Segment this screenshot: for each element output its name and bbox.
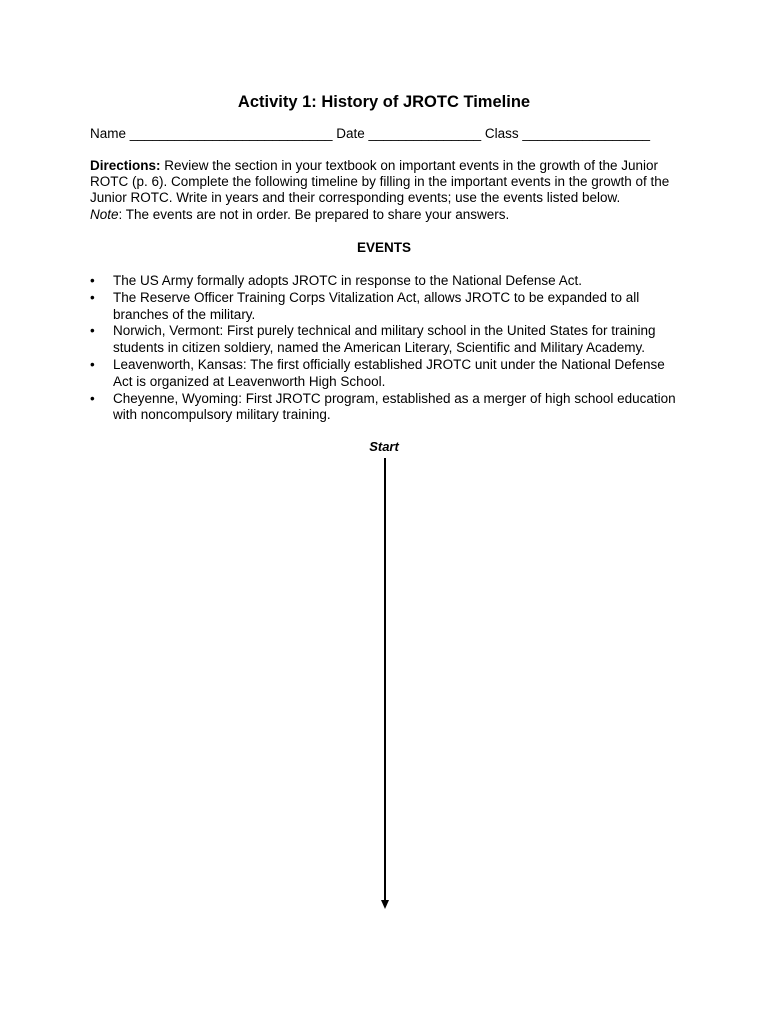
list-item xyxy=(90,290,680,324)
event-text: The Reserve Officer Training Corps Vitalization Act, allows JROTC to be expanded to all branches of the military. xyxy=(113,289,640,322)
event-text: Leavenworth, Kansas: The first officially established JROTC unit under the National Defense Act is organized at Leavenworth High School. xyxy=(113,356,665,389)
event-text: Cheyenne, Wyoming: First JROTC program, established as a merger of high school education with noncompulsory military training. xyxy=(113,390,676,423)
list-item xyxy=(90,323,680,357)
bullet-icon: • xyxy=(90,356,95,372)
directions-label: Directions: xyxy=(90,158,161,173)
bullet-icon: • xyxy=(90,289,95,305)
events-heading: EVENTS xyxy=(356,240,411,255)
event-text: The US Army formally adopts JROTC in response to the National Defense Act. xyxy=(113,273,582,288)
list-item xyxy=(90,391,680,425)
class-field[interactable]: Class _________________ xyxy=(484,126,651,141)
bullet-icon: • xyxy=(90,390,95,406)
name-field[interactable]: Name ___________________________ xyxy=(90,126,333,141)
page-title: Activity 1: History of JROTC Timeline xyxy=(237,93,531,111)
bullet-icon: • xyxy=(90,273,95,288)
arrow-down-icon xyxy=(381,900,389,909)
directions-paragraph xyxy=(90,158,680,223)
date-field[interactable]: Date _______________ xyxy=(336,126,482,141)
timeline-arrow xyxy=(378,458,392,910)
list-item xyxy=(90,273,680,290)
events-list xyxy=(90,273,680,424)
timeline-start-label: Start xyxy=(369,439,399,454)
event-text: Norwich, Vermont: First purely technical and military school in the United States for training students in citizen soldiery, named the American Literary, Scientific and Military Academy. xyxy=(113,323,656,356)
directions-text: Review the section in your textbook on important events in the growth of the Junior ROTC (p. 6). Complete the following timeline by filling in the important events in the growth of the Junior ROTC. Write in years and their corresponding events; use the events listed below. xyxy=(90,158,670,206)
note-text: : The events are not in order. Be prepared to share your answers. xyxy=(118,206,510,222)
student-info-fields xyxy=(90,126,690,141)
list-item xyxy=(90,357,680,391)
note-label: Note xyxy=(90,206,119,222)
bullet-icon: • xyxy=(90,323,95,339)
